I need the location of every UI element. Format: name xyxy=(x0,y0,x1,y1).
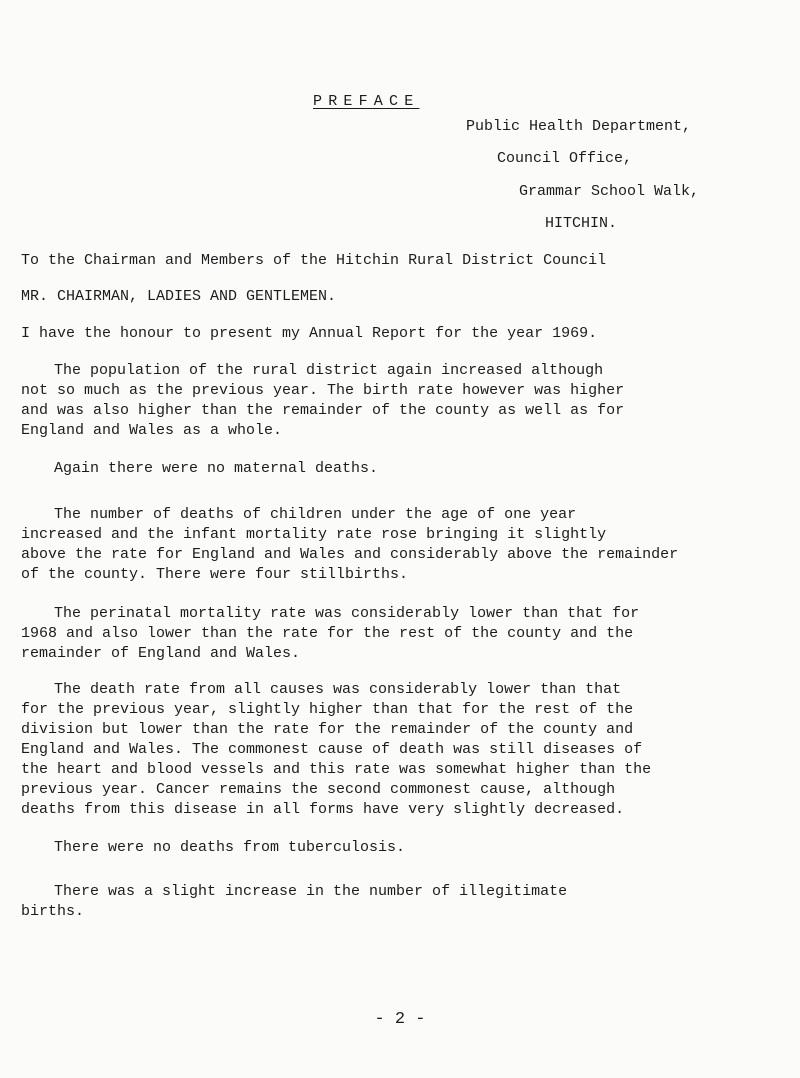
address-line: Public Health Department, xyxy=(466,118,692,135)
paragraph-line: not so much as the previous year. The birth rate however was higher xyxy=(21,382,625,399)
addressee-line: To the Chairman and Members of the Hitchin Rural District Council xyxy=(21,252,607,269)
paragraph-line: England and Wales. The commonest cause of death was still diseases of xyxy=(21,741,643,758)
paragraph-line: the heart and blood vessels and this rate was somewhat higher than the xyxy=(21,761,652,778)
address-line: Council Office, xyxy=(497,150,633,167)
paragraph-line: deaths from this disease in all forms have very slightly decreased. xyxy=(21,801,625,818)
page-number: - 2 - xyxy=(374,1010,426,1029)
paragraph-maternal xyxy=(21,459,791,479)
paragraph-population xyxy=(21,361,791,441)
paragraph-infant-mortality xyxy=(21,505,791,585)
paragraph-line: for the previous year, slightly higher than that for the rest of the xyxy=(21,701,634,718)
paragraph-line: The perinatal mortality rate was considerably lower than that for xyxy=(54,605,640,622)
paragraph-line: The death rate from all causes was considerably lower than that xyxy=(54,681,622,698)
page-heading: PREFACE xyxy=(313,93,420,110)
paragraph-line: of the county. There were four stillbirths. xyxy=(21,566,409,583)
paragraph-tuberculosis xyxy=(21,838,791,858)
address-line: HITCHIN. xyxy=(545,215,618,232)
paragraph-death-rate xyxy=(21,680,791,820)
intro-paragraph: I have the honour to present my Annual Report for the year 1969. xyxy=(21,325,598,342)
paragraph-line: Again there were no maternal deaths. xyxy=(54,460,379,477)
paragraph-line: The number of deaths of children under the age of one year xyxy=(54,506,577,523)
paragraph-line: division but lower than the rate for the remainder of the county and xyxy=(21,721,634,738)
salutation: MR. CHAIRMAN, LADIES AND GENTLEMEN. xyxy=(21,288,337,305)
paragraph-line: The population of the rural district again increased although xyxy=(54,362,604,379)
paragraph-line: There were no deaths from tuberculosis. xyxy=(54,839,406,856)
paragraph-perinatal xyxy=(21,604,791,664)
paragraph-line: previous year. Cancer remains the second commonest cause, although xyxy=(21,781,616,798)
paragraph-line: births. xyxy=(21,903,85,920)
paragraph-line: and was also higher than the remainder of the county as well as for xyxy=(21,402,625,419)
paragraph-line: 1968 and also lower than the rate for the rest of the county and the xyxy=(21,625,634,642)
paragraph-line: There was a slight increase in the number of illegitimate xyxy=(54,883,568,900)
paragraph-line: remainder of England and Wales. xyxy=(21,645,301,662)
address-line: Grammar School Walk, xyxy=(519,183,700,200)
paragraph-line: England and Wales as a whole. xyxy=(21,422,283,439)
paragraph-line: above the rate for England and Wales and considerably above the remainder xyxy=(21,546,679,563)
paragraph-line: increased and the infant mortality rate rose bringing it slightly xyxy=(21,526,607,543)
paragraph-illegitimate-births xyxy=(21,882,791,922)
